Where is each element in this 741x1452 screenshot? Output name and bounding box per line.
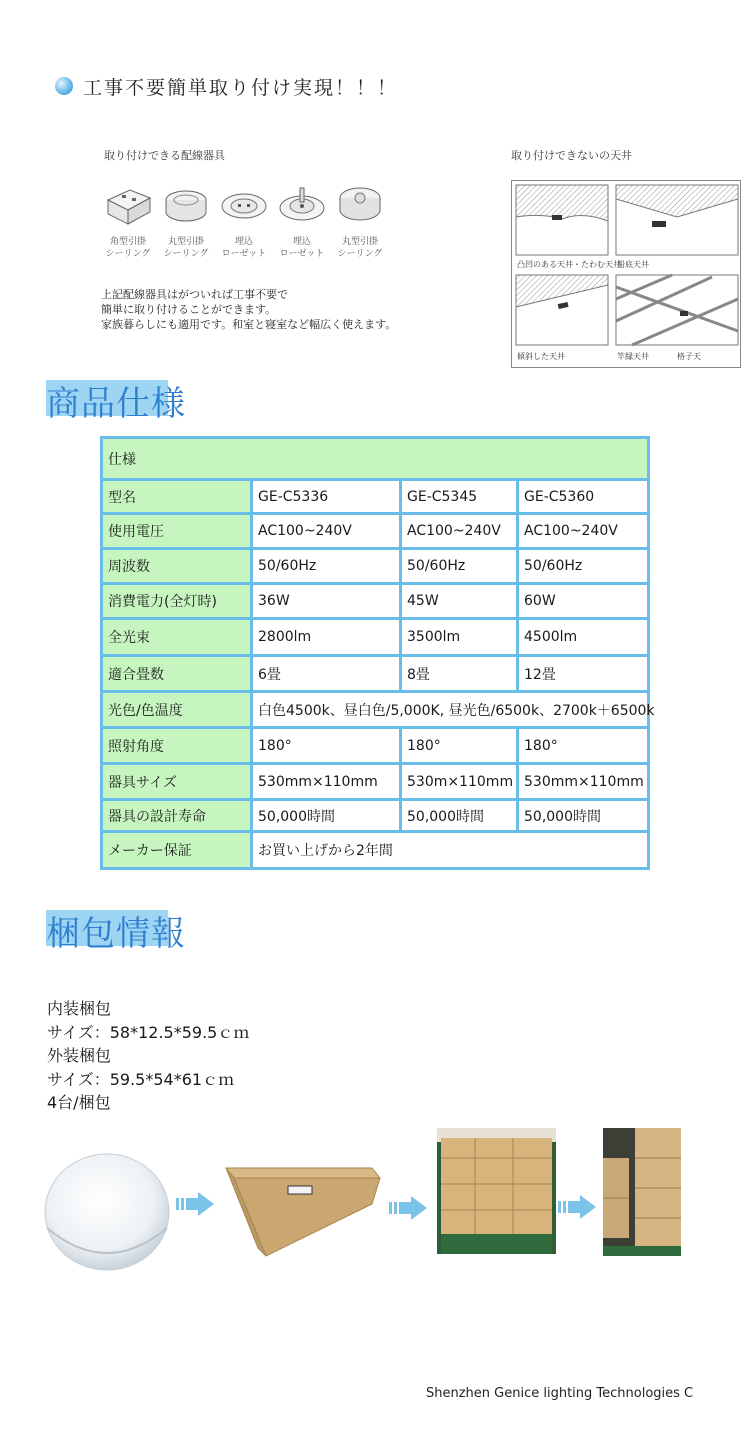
spec-value: 6畳 <box>253 657 402 690</box>
spec-value: 50/60Hz <box>253 550 402 582</box>
square-ceiling-icon <box>102 180 154 230</box>
spec-label: 型名 <box>103 481 253 512</box>
spec-value: 45W <box>402 585 519 617</box>
spec-label: 使用電圧 <box>103 515 253 547</box>
fixtures-title: 取り付けできる配線器具 <box>104 149 225 162</box>
bullet-icon <box>55 77 73 95</box>
spec-value: 2800lm <box>253 620 402 654</box>
spec-value: GE-C5336 <box>253 481 402 512</box>
spec-header-row <box>103 439 647 478</box>
spec-value: 3500lm <box>402 620 519 654</box>
ceiling-label-lattice: 格子天 <box>677 352 701 361</box>
embedded-rosette-icon <box>218 180 270 230</box>
arrow-icon <box>558 1193 598 1221</box>
outer-pack-size: サイズ：59.5*54*61ｃｍ <box>47 1069 235 1089</box>
spec-value: 12畳 <box>519 657 647 690</box>
spec-value: 50/60Hz <box>519 550 647 582</box>
warehouse-pallets-image <box>603 1128 681 1256</box>
fixture-round-ceiling-2: 丸型引掛 シーリング <box>332 180 388 260</box>
arrow-icon <box>176 1190 216 1218</box>
table-row <box>103 833 647 867</box>
inner-pack-size: サイズ：58*12.5*59.5ｃｍ <box>47 1022 250 1042</box>
fixture-embedded-rosette-2: 埋込 ローゼット <box>274 180 330 260</box>
packing-info <box>47 997 249 1115</box>
table-row <box>103 515 647 547</box>
embedded-rosette-icon <box>276 180 328 230</box>
ceiling-label-boat: 船底天井 <box>617 260 649 269</box>
fixtures-illustration <box>100 180 390 280</box>
outer-pack-label: 外装梱包 <box>47 1046 112 1065</box>
fixtures-description: 上記配線器具はがついれば工事不要で 簡単に取り付けることができます。 家族暮らしにも適用です。和室と寝室など幅広く使えます。 <box>101 288 397 331</box>
table-row <box>103 765 647 798</box>
headline-text: 工事不要簡単取り付け実現！！！ <box>83 76 399 99</box>
spec-value: 180° <box>519 729 647 762</box>
fixture-square-ceiling: 角型引掛 シーリング <box>100 180 156 260</box>
footer-company: Shenzhen Genice lighting Technologies C <box>426 1386 694 1401</box>
spec-header: 仕様 <box>103 439 647 478</box>
spec-value: AC100~240V <box>253 515 402 547</box>
table-row <box>103 801 647 830</box>
spec-value: 4500lm <box>519 620 647 654</box>
round-ceiling-icon <box>160 180 212 230</box>
headline <box>55 72 398 100</box>
spec-value: 50,000時間 <box>402 801 519 830</box>
spec-value: 60W <box>519 585 647 617</box>
spec-label: メーカー保証 <box>103 833 253 867</box>
spec-section-title: 商品仕様 <box>46 376 186 425</box>
ceilings-illustration <box>511 180 741 368</box>
spec-label: 全光束 <box>103 620 253 654</box>
spec-label: 適合畳数 <box>103 657 253 690</box>
spec-value: 8畳 <box>402 657 519 690</box>
spec-value: AC100~240V <box>519 515 647 547</box>
table-row <box>103 550 647 582</box>
spec-value: 530mm×110mm <box>253 765 402 798</box>
spec-value: AC100~240V <box>402 515 519 547</box>
units-per-pack: 4台/梱包 <box>47 1093 111 1112</box>
product-light-image <box>42 1150 172 1280</box>
round-ceiling-icon <box>334 180 386 230</box>
stacked-boxes-image <box>437 1128 556 1254</box>
spec-label: 光色/色温度 <box>103 693 253 726</box>
spec-label: 器具サイズ <box>103 765 253 798</box>
table-row <box>103 657 647 690</box>
spec-value: 530mm×110mm <box>519 765 647 798</box>
table-row <box>103 729 647 762</box>
spec-table <box>100 436 655 870</box>
spec-value: 36W <box>253 585 402 617</box>
fixture-round-ceiling: 丸型引掛 シーリング <box>158 180 214 260</box>
spec-value: 50/60Hz <box>402 550 519 582</box>
ceiling-label-batten: 竿縁天井 <box>617 352 649 361</box>
spec-value: GE-C5360 <box>519 481 647 512</box>
spec-label: 器具の設計寿命 <box>103 801 253 830</box>
spec-label: 周波数 <box>103 550 253 582</box>
spec-value: 180° <box>253 729 402 762</box>
spec-value: 530m×110mm <box>402 765 519 798</box>
table-row <box>103 585 647 617</box>
table-row <box>103 481 647 512</box>
table-row <box>103 620 647 654</box>
ceiling-label-uneven: 凸凹のある天井・たわむ天井 <box>517 260 621 269</box>
spec-value: お買い上げから2年間 <box>253 833 647 867</box>
packing-section-title: 梱包情報 <box>46 906 186 955</box>
inner-pack-label: 内装梱包 <box>47 999 112 1018</box>
spec-value: GE-C5345 <box>402 481 519 512</box>
spec-value: 50,000時間 <box>519 801 647 830</box>
ceilings-title: 取り付けできないの天井 <box>511 149 632 162</box>
fixture-embedded-rosette: 埋込 ローゼット <box>216 180 272 260</box>
spec-value: 白色4500k、昼白色/5,000K, 昼光色/6500k、2700k＋6500k <box>253 693 647 726</box>
ceiling-label-sloped: 傾斜した天井 <box>517 352 565 361</box>
ceiling-types-diagram <box>512 181 741 368</box>
inner-box-image <box>222 1164 382 1264</box>
spec-label: 照射角度 <box>103 729 253 762</box>
arrow-icon <box>389 1194 429 1222</box>
table-row <box>103 693 655 726</box>
spec-label: 消費電力(全灯時) <box>103 585 253 617</box>
spec-value: 50,000時間 <box>253 801 402 830</box>
spec-value: 180° <box>402 729 519 762</box>
